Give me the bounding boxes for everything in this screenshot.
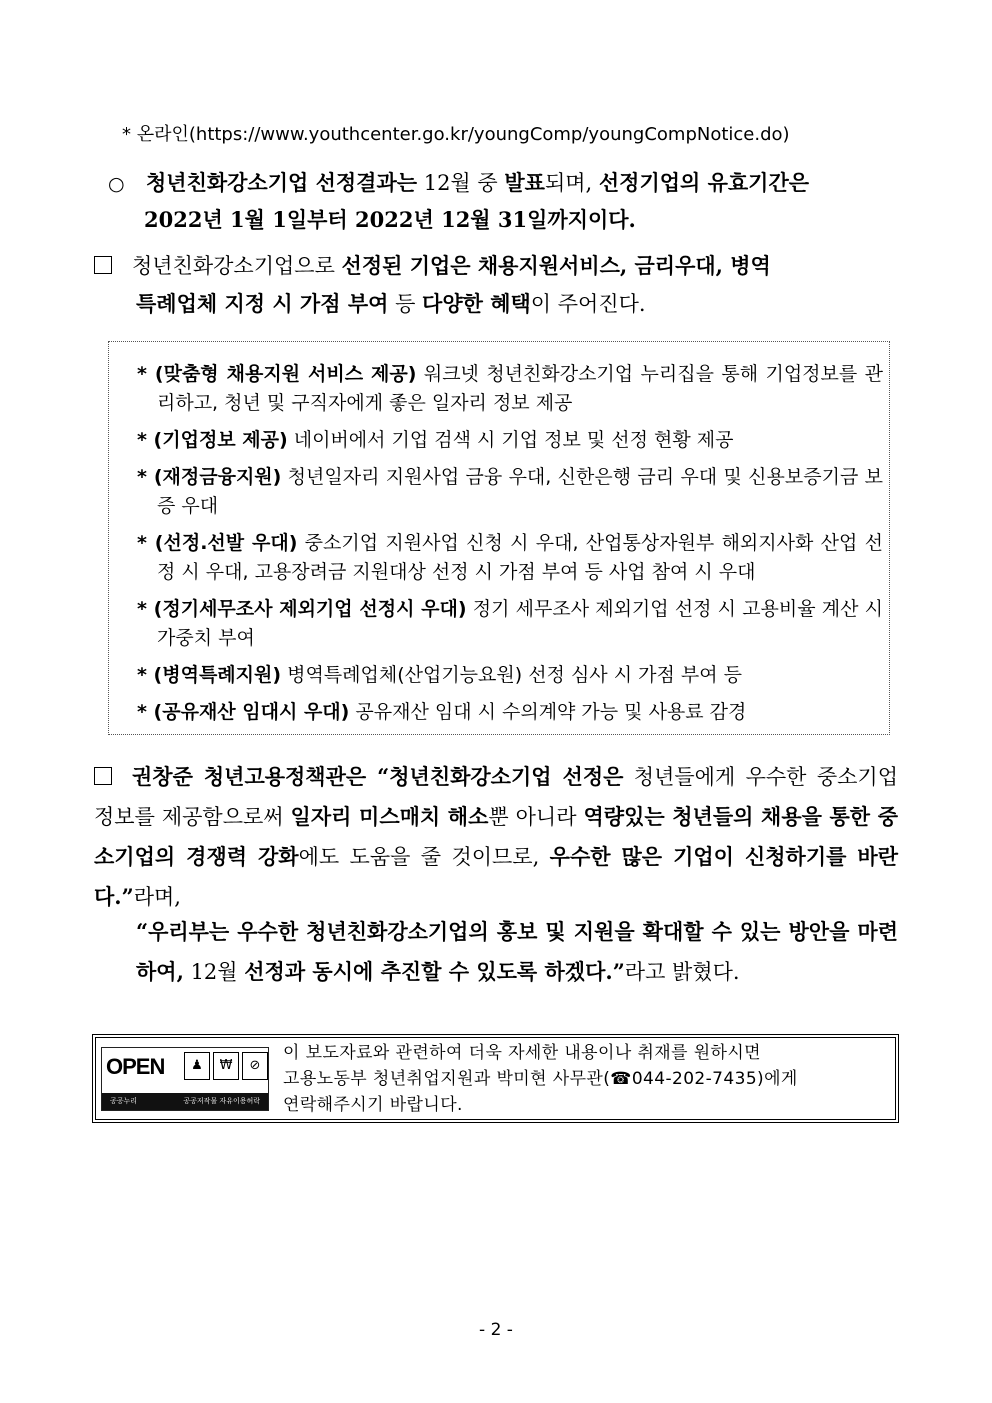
announce-bold-1: 청년친화강소기업 선정결과는 [146,170,418,195]
contact-text [283,1040,889,1118]
benefit-desc: 공유재산 임대 시 수의계약 가능 및 사용료 감경 [349,701,747,723]
benefit-list-box [108,341,890,735]
benefit-title: * (정기세무조사 제외기업 선정시 우대) [137,598,467,620]
statement-text-1: 청년들에게 우수한 중소기업 정보를 제공함으로써 [94,765,898,829]
statement-text-2: 뿐 아니라 [488,805,584,829]
benefit-desc: 정기 세무조사 제외기업 선정 시 고용비율 계산 시 가중치 부여 [157,598,884,649]
benefits-text-1: 청년친화강소기업으로 [132,254,342,278]
benefit-item [137,360,883,418]
announcement-paragraph [108,165,898,238]
quote-bold-2: 선정과 동시에 추진할 수 있도록 하겠다.” [244,959,625,984]
kogl-open-badge [101,1047,269,1111]
quote-bold-1: “우리부는 우수한 청년친화강소기업의 홍보 및 지원을 확대할 수 있는 방안을 마련하여, [136,919,898,984]
quote-paragraph [136,912,898,992]
benefit-desc: 청년일자리 지원사업 금융 우대, 신한은행 금리 우대 및 신용보증기금 보증 우대 [157,466,884,517]
page-number: - 2 - [479,1320,513,1340]
statement-text-3: 에도 도움을 줄 것이므로, [298,845,550,869]
contact-line-3: 연락해주시기 바랍니다. [283,1094,463,1115]
announce-text-1: 12월 중 [417,171,505,195]
benefits-bold-1: 선정된 기업은 채용지원서비스, 금리우대, 병역 [341,253,771,278]
quote-text-1: 12월 [183,960,245,984]
benefit-item [137,529,883,587]
quote-text-2: 라고 밝혔다. [624,960,740,984]
online-url-note: * 온라인(https://www.youthcenter.go.kr/youngComp/youngCompNotice.do) [122,124,790,145]
statement-bold-3: 역량있는 청년들의 채용을 통한 중소기업의 경쟁력 강화 [94,804,898,869]
square-bullet [94,767,112,785]
benefit-title: * (재정금융지원) [137,466,282,488]
statement-bold-1: 권창준 청년고용정책관은 “청년친화강소기업 선정은 [132,764,624,789]
square-bullet [94,256,112,274]
circle-bullet: ○ [108,173,125,195]
contact-line-2: 고용노동부 청년취업지원과 박미현 사무관(☎044-202-7435)에게 [283,1068,798,1089]
badge-left-label: 공공누리 [110,1097,138,1105]
benefits-paragraph [94,247,898,323]
benefit-desc: 네이버에서 기업 검색 시 기업 정보 및 선정 현황 제공 [287,429,734,451]
benefit-title: * (맞춤형 채용지원 서비스 제공) [137,363,417,385]
benefit-item [137,698,883,727]
announce-validity: 2022년 1월 1일부터 2022년 12월 31일까지이다. [144,207,636,232]
benefit-desc: 중소기업 지원사업 신청 시 우대, 산업통상자원부 해외지사화 산업 선정 시 우대, 고용장려금 지원대상 선정 시 가점 부여 등 사업 참여 시 우대 [157,532,884,583]
benefit-title: * (공유재산 임대시 우대) [137,701,350,723]
benefit-desc: 워크넷 청년친화강소기업 누리집을 통해 기업정보를 관리하고, 청년 및 구직자에게 좋은 일자리 정보 제공 [157,363,883,414]
contact-box [92,1034,899,1123]
benefits-bold-3: 다양한 혜택 [422,291,531,316]
announce-bold-3: 선정기업의 유효기간은 [598,170,810,195]
benefit-item [137,426,883,455]
announce-text-2: 되며, [544,171,599,195]
benefit-item [137,463,883,521]
benefits-text-2: 등 [388,292,423,316]
benefit-title: * (선정.선발 우대) [137,532,298,554]
no-derivatives-icon: ⊘ [242,1052,268,1080]
noncommercial-icon: ₩ [213,1052,239,1080]
benefit-item [137,595,883,653]
benefit-title: * (병역특례지원) [137,664,282,686]
open-logo: OPEN [106,1053,165,1079]
benefits-bold-2: 특례업체 지정 시 가점 부여 [136,291,389,316]
statement-bold-4: 우수한 많은 기업이 신청하기를 바란다.” [94,844,898,909]
statement-text-4: 라며, [133,885,181,909]
attribution-icon: ♟ [184,1052,210,1080]
badge-right-label: 공공저작물 자유이용허락 [183,1097,260,1105]
contact-line-1: 이 보도자료와 관련하여 더욱 자세한 내용이나 취재를 원하시면 [283,1042,761,1063]
statement-paragraph [94,757,898,917]
announce-bold-2: 발표 [504,170,545,195]
benefits-text-3: 이 주어진다. [530,292,646,316]
benefit-title: * (기업정보 제공) [137,429,288,451]
statement-bold-2: 일자리 미스매치 해소 [290,804,489,829]
benefit-item [137,661,883,690]
benefit-desc: 병역특례업체(산업기능요원) 선정 심사 시 가점 부여 등 [281,664,742,686]
